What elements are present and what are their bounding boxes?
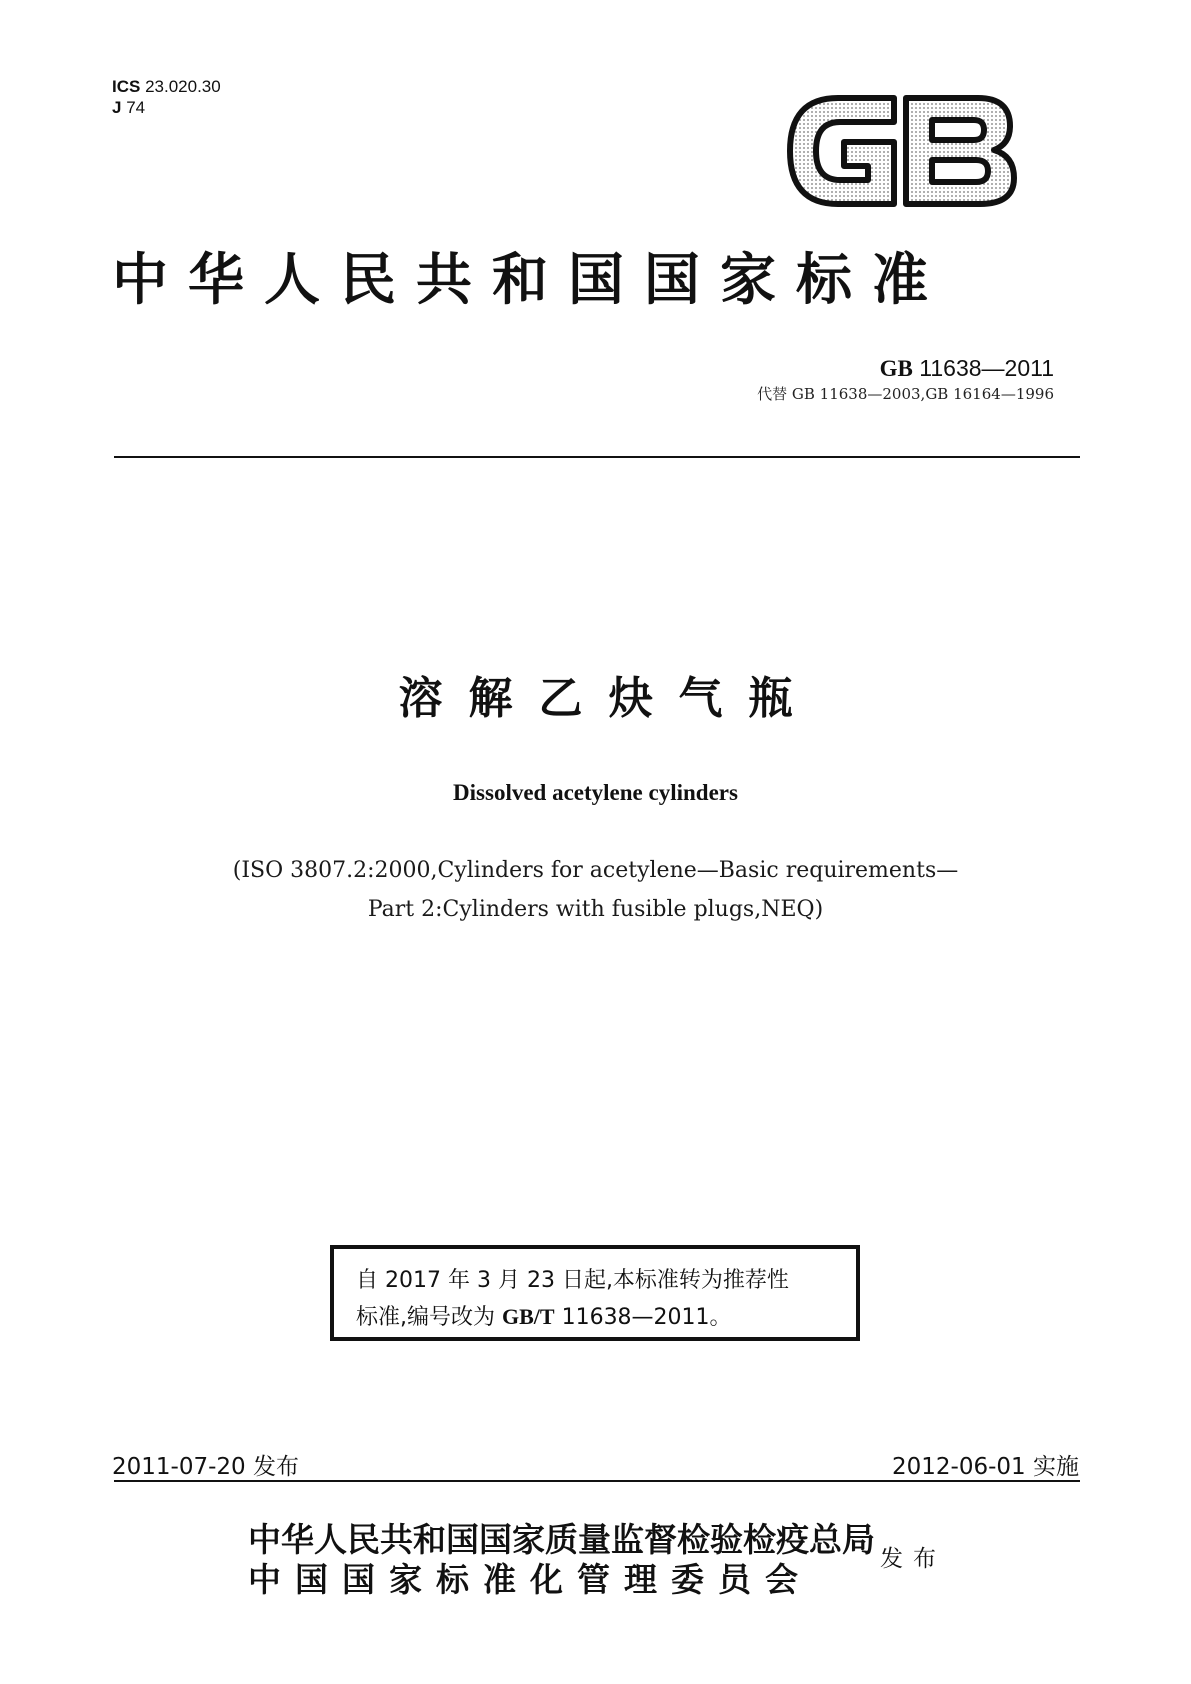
status-notice-box xyxy=(330,1245,860,1341)
issuer-aqsiq: 中华人民共和国国家质量监督检验检疫总局 xyxy=(248,1520,875,1559)
publish-label: 发布 xyxy=(880,1546,946,1572)
notice-line2: 标准,编号改为 GB/T 11638—2011。 xyxy=(356,1304,732,1330)
page-title: 中华人民共和国国家标准 xyxy=(112,248,948,313)
issue-date: 2011-07-20 发布 xyxy=(112,1454,299,1480)
ics-code: ICS 23.020.30 xyxy=(112,77,221,96)
standard-number xyxy=(880,355,1054,382)
notice-line1: 自 2017 年 3 月 23 日起,本标准转为推荐性 xyxy=(356,1268,789,1293)
footer-divider xyxy=(114,1480,1080,1482)
implementation-date: 2012-06-01 实施 xyxy=(892,1454,1079,1480)
issuer-sac: 中国国家标准化管理委员会 xyxy=(248,1560,812,1599)
document-title-cn: 溶解乙炔气瓶 xyxy=(398,673,819,724)
standard-prefix: GB xyxy=(879,356,913,381)
replaces-standards: 代替 GB 11638—2003,GB 16164—1996 xyxy=(757,385,1054,403)
iso-reference-line2: Part 2:Cylinders with fusible plugs,NEQ) xyxy=(367,897,824,922)
header-divider xyxy=(114,456,1080,458)
classification-codes xyxy=(112,76,221,118)
document-title-en: Dissolved acetylene cylinders xyxy=(453,780,738,805)
gb-logo xyxy=(786,90,1018,212)
standard-code: 11638—2011 xyxy=(919,355,1054,381)
ccs-code: J 74 xyxy=(112,98,146,117)
iso-reference-line1: (ISO 3807.2:2000,Cylinders for acetylene—Basic requirements— xyxy=(232,858,959,883)
